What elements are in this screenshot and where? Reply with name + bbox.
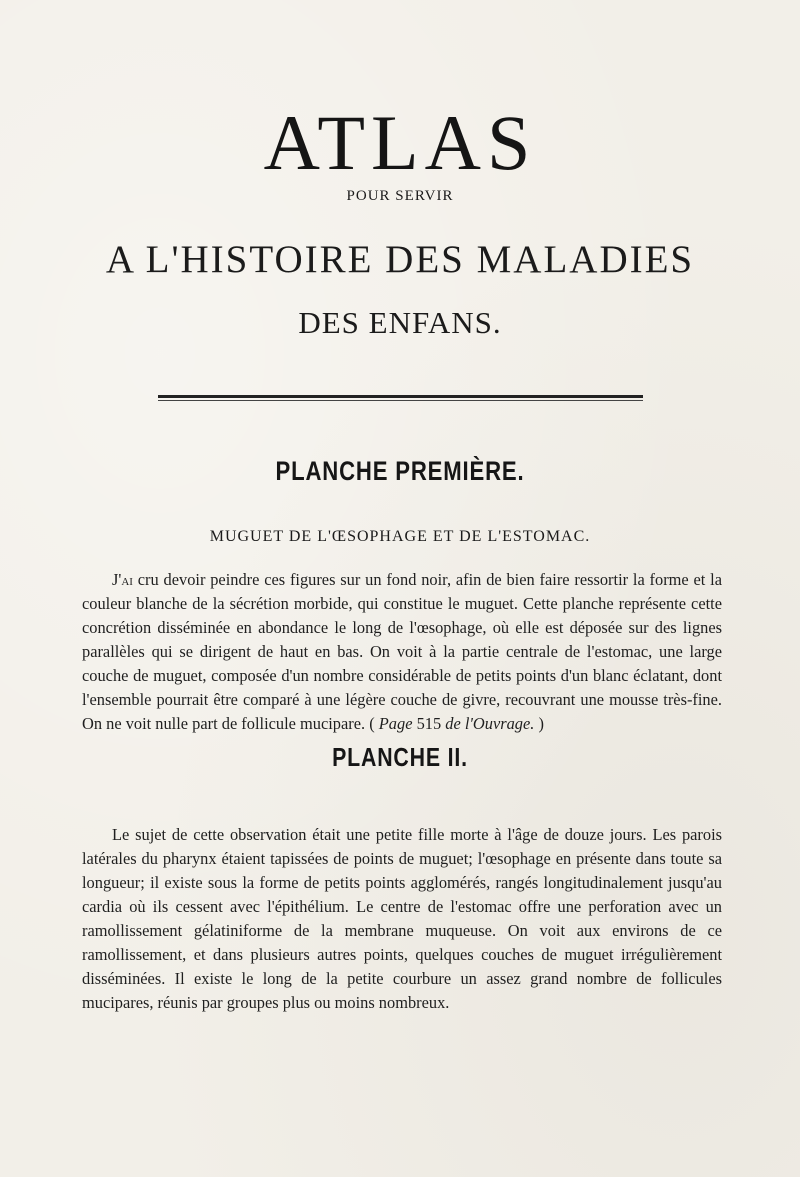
ref-suffix: de l'Ouvrage. xyxy=(445,714,535,733)
title-divider-thin xyxy=(158,400,643,401)
plate-1-description xyxy=(82,568,722,736)
title-divider-thick xyxy=(158,395,643,398)
plate-1-heading: PLANCHE PREMIÈRE. xyxy=(275,456,525,486)
plate-2-description: Le sujet de cette observation était une petite fille morte à l'âge de douze jours. Les parois latérales du pharynx étaient tapissées de points de muguet; l'œsophage en présente dans toute sa longueur; il existe sous la forme de petits points agglomérés, rangés longitudinalement jusqu'au cardia où ils cessent avec l'épithélium. Le centre de l'estomac offre une perforation avec un ramollissement gélatiniforme de la membrane muqueuse. On voit aux environs de ce ramollissement, et dans plusieurs autres points, quelques couches de muguet irrégulièrement disséminées. Il existe le long de la petite courbure un assez grand nombre de follicules mucipares, réunis par groupes plus ou moins nombreux. xyxy=(82,825,722,1012)
ref-page-number: 515 xyxy=(416,714,442,733)
plate-1-lead-word: J'ai xyxy=(112,570,133,589)
plate-1-body: cru devoir peindre ces figures sur un fond noir, afin de bien faire ressortir la forme et la couleur blanche de la sécrétion morbide, qui constitue le muguet. Cette planche représente cette concrétion disséminée en abondance le long de l'œsophage, où elle est déposée sur des lignes parallèles qui se dirigent de haut en bas. On voit à la partie centrale de l'estomac, une large couche de muguet, composée d'un nombre considérable de petits points d'un blanc éclatant, dont l'ensemble pourrait être comparé à une légère couche de givre, recouvrant une mousse très-fine. On ne voit nulle part de follicule mucipare. xyxy=(82,570,722,733)
plate-1-reference xyxy=(369,714,544,733)
plate-2-heading: PLANCHE II. xyxy=(332,742,468,772)
pour-servir-line: POUR SERVIR xyxy=(346,188,454,204)
atlas-title: ATLAS xyxy=(263,99,537,186)
main-title: A L'HISTOIRE DES MALADIES xyxy=(105,238,695,281)
ref-page-label: Page xyxy=(378,714,413,733)
plate-1-subject: MUGUET DE L'ŒSOPHAGE ET DE L'ESTOMAC. xyxy=(209,528,591,545)
sub-title: DES ENFANS. xyxy=(298,305,502,340)
ref-close: ) xyxy=(538,714,544,733)
ref-open: ( xyxy=(369,714,375,733)
